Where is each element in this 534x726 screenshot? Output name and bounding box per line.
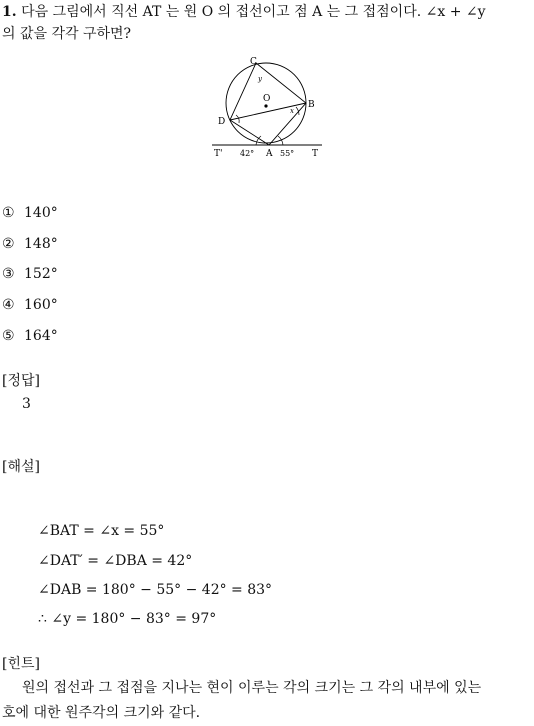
choice-3[interactable] xyxy=(2,266,58,282)
choice-1-mark: ① xyxy=(2,205,15,221)
question-text-line-1: 다음 그림에서 직선 AT 는 원 O 의 접선이고 점 A 는 그 접점이다. ∠x + ∠y xyxy=(21,4,486,20)
choice-2-mark: ② xyxy=(2,236,15,252)
answer-value: 3 xyxy=(22,396,31,412)
point-label-c: C xyxy=(250,57,257,67)
point-label-a: A xyxy=(266,149,273,159)
geometry-figure xyxy=(212,55,327,165)
chord-db xyxy=(230,103,306,120)
choice-1-text: 140° xyxy=(24,205,58,221)
question-number: 1. xyxy=(2,4,17,20)
hint-label: [힌트] xyxy=(2,656,40,672)
angle-label-55: 55° xyxy=(280,149,295,158)
explanation-line-3: ∠DAB = 180° − 55° − 42° = 83° xyxy=(38,582,273,598)
question-line-1 xyxy=(2,2,486,22)
angle-label-x: x xyxy=(290,107,294,115)
explanation-line-4: ∴ ∠y = 180° − 83° = 97° xyxy=(38,611,217,627)
choice-3-mark: ③ xyxy=(2,266,15,282)
point-label-b: B xyxy=(308,100,315,110)
point-label-t-prime: T' xyxy=(214,149,223,159)
angle-label-y: y xyxy=(258,75,262,83)
answer-label: [정답] xyxy=(2,373,40,389)
choice-1[interactable] xyxy=(2,205,58,221)
choice-5-text: 164° xyxy=(24,328,58,344)
choice-3-text: 152° xyxy=(24,266,58,282)
point-label-o: O xyxy=(263,94,271,104)
explanation-line-2: ∠DAT′ = ∠DBA = 42° xyxy=(38,553,193,569)
question-text-line-2: 의 값을 각각 구하면? xyxy=(2,26,132,42)
choice-2[interactable] xyxy=(2,236,58,252)
point-label-t: T xyxy=(312,149,319,159)
explanation-line-1: ∠BAT = ∠x = 55° xyxy=(38,523,165,539)
hint-line-1: 원의 접선과 그 접점을 지나는 현이 이루는 각의 크기는 그 각의 내부에 있는 xyxy=(22,680,482,696)
choice-4-mark: ④ xyxy=(2,297,15,313)
point-label-d: D xyxy=(218,117,226,127)
explanation-label: [해설] xyxy=(2,459,40,475)
choice-4-text: 160° xyxy=(24,297,58,313)
choice-5-mark: ⑤ xyxy=(2,328,15,344)
choice-5[interactable] xyxy=(2,328,58,344)
angle-label-42: 42° xyxy=(240,149,255,158)
center-point-o xyxy=(264,104,267,107)
choice-2-text: 148° xyxy=(24,236,58,252)
choice-4[interactable] xyxy=(2,297,58,313)
hint-line-2: 호에 대한 원주각의 크기와 같다. xyxy=(2,705,201,721)
